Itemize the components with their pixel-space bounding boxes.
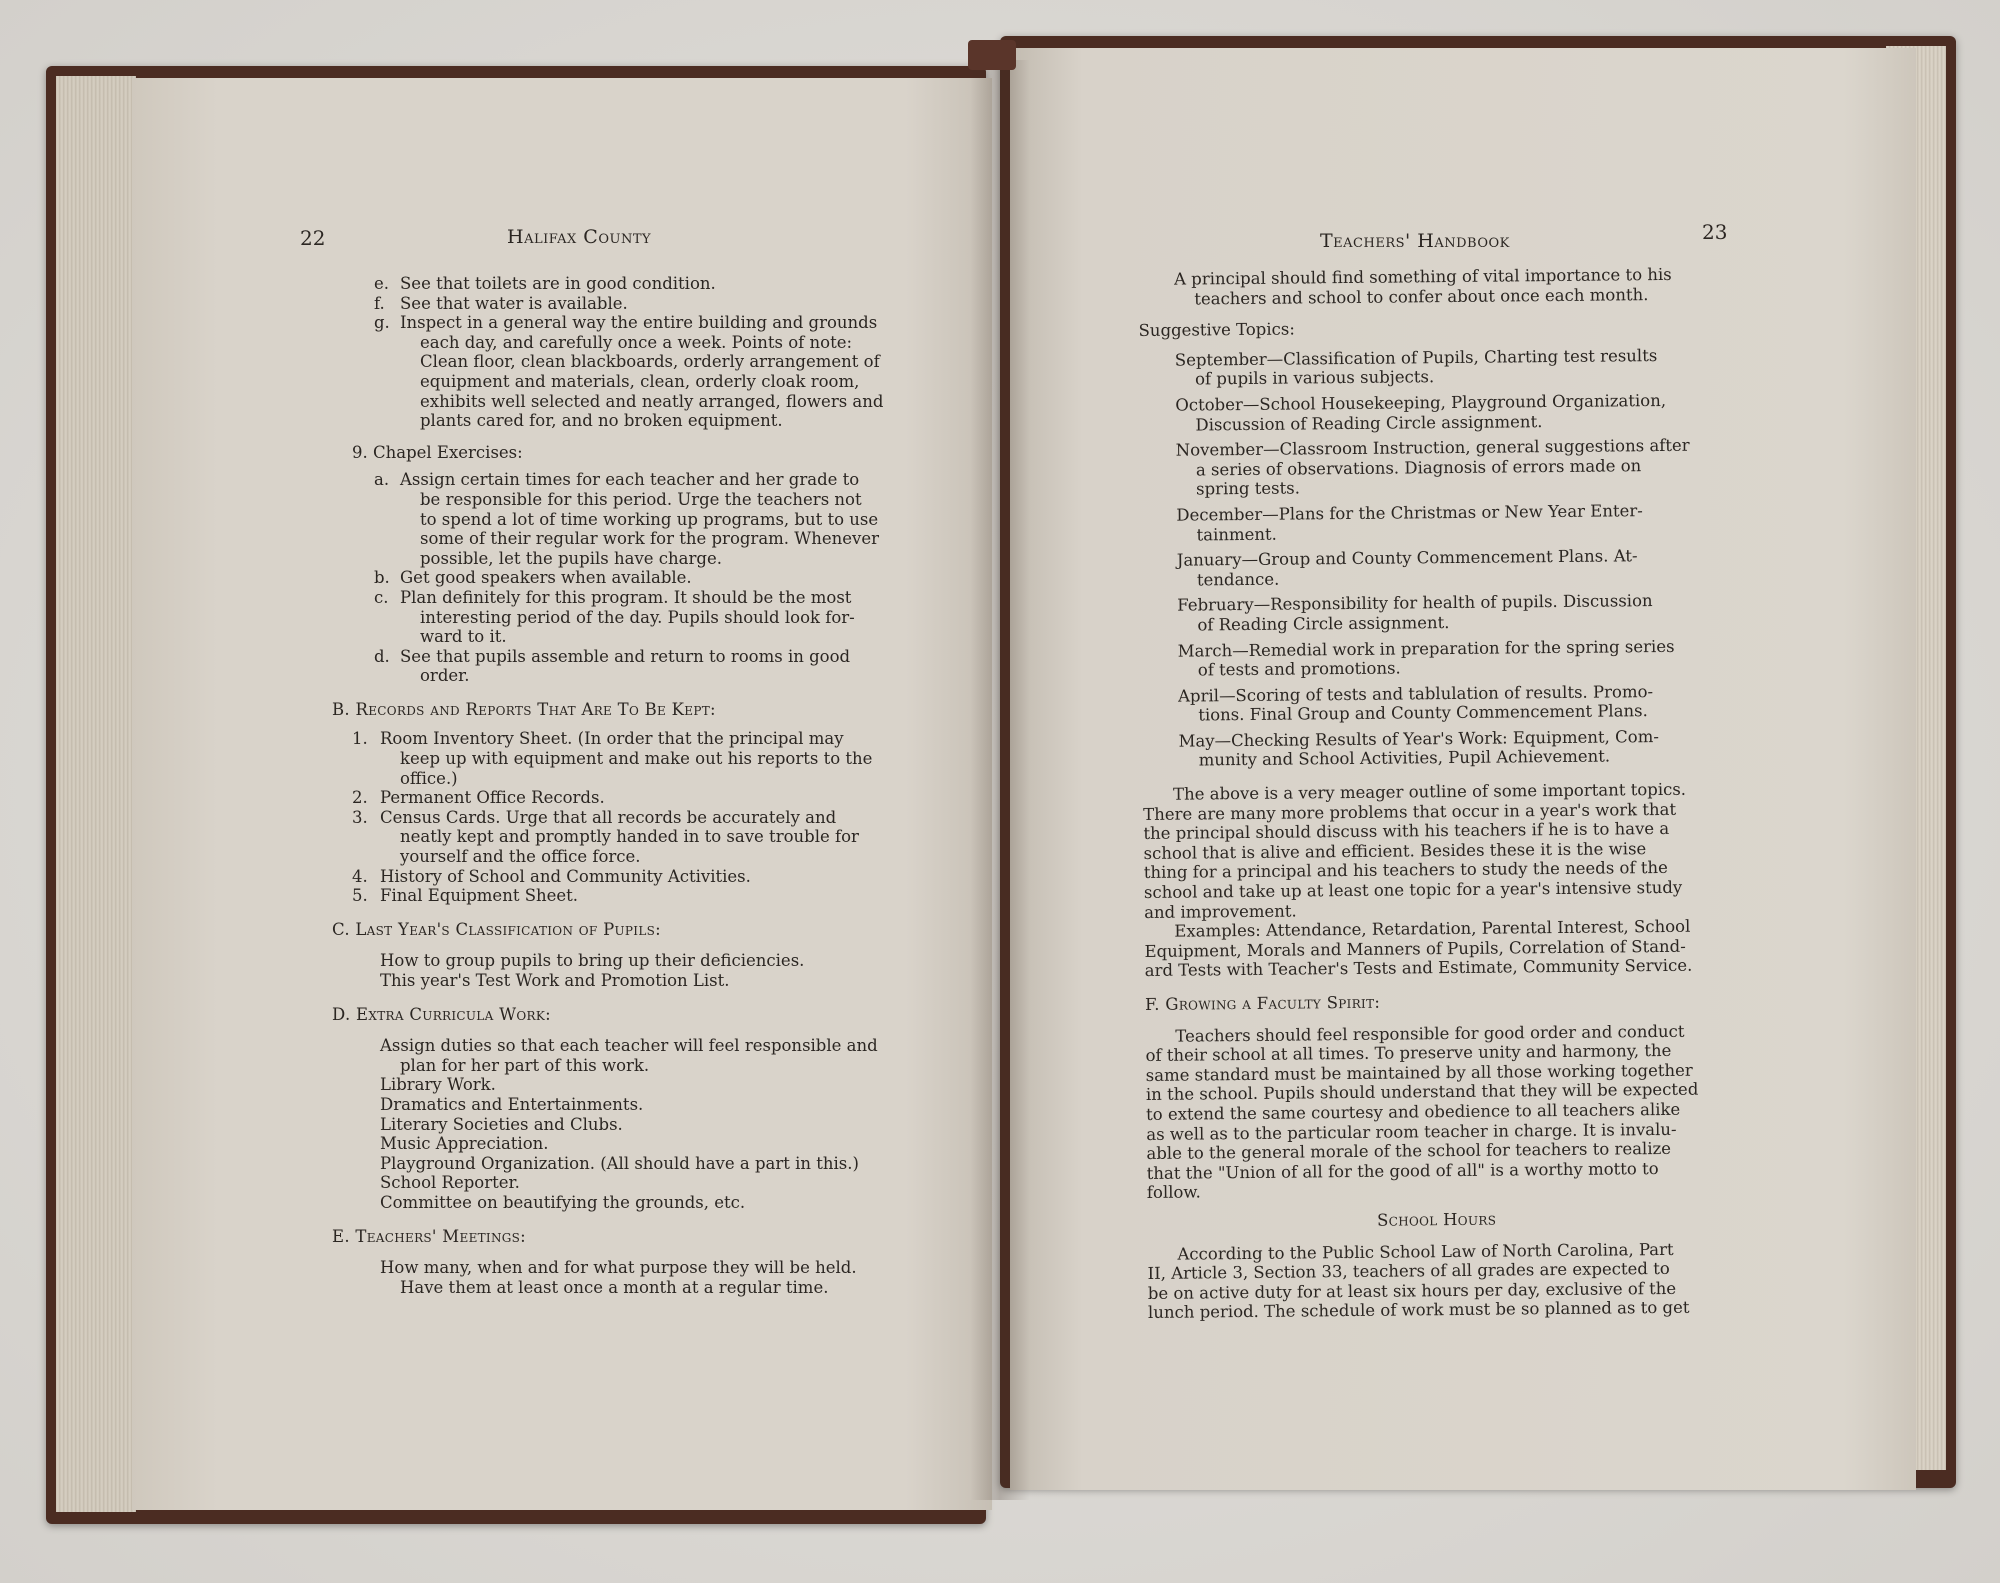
d-line [332, 1193, 992, 1213]
month-text: April—Scoring of tests and tablulation of results. Promo- [1177, 681, 1654, 706]
b-item-marker: 4. [352, 866, 368, 886]
month-text: tions. Final Group and County Commencement Plans. [1198, 701, 1648, 725]
running-header-right: Teachers' Handbook [1320, 230, 1510, 252]
b-item-line [332, 827, 992, 847]
item-text: Inspect in a general way the entire building and grounds [400, 313, 878, 333]
hours-para-text: II, Article 3, Section 33, teachers of all grades are expected to [1147, 1259, 1670, 1284]
d-line-text: Committee on beautifying the grounds, etc. [380, 1192, 746, 1212]
item-marker: e. [374, 274, 390, 293]
suggestive-label: Suggestive Topics: [1138, 319, 1295, 341]
right-page [1010, 48, 1916, 1490]
d-line [332, 1075, 992, 1095]
section-e-heading: E. Teachers' Meetings: [332, 1226, 527, 1246]
chapel-heading-row [332, 443, 992, 463]
section-b-heading: B. Records and Reports That Are To Be Kept: [332, 699, 716, 719]
chapel-item-line [332, 608, 992, 628]
b-item-marker: 1. [352, 729, 368, 749]
chapel-item-text: See that pupils assemble and return to rooms in good [400, 646, 851, 666]
chapel-item-line [332, 568, 992, 588]
month-text: Discussion of Reading Circle assignment. [1195, 411, 1543, 435]
b-item-line [332, 867, 992, 887]
intro-text: A principal should find something of vital importance to his [1173, 264, 1672, 289]
chapel-item-line [332, 549, 992, 569]
left-page-text [332, 274, 992, 1297]
b-item-text: neatly kept and promptly handed in to save trouble for [400, 827, 859, 847]
para-above-text: the principal should discuss with his teachers if he is to have a [1143, 819, 1670, 844]
chapel-item-text: order. [420, 666, 470, 686]
b-item-text: Census Cards. Urge that all records be accurately and [380, 807, 837, 827]
e-line-text: How many, when and for what purpose they will be held. [380, 1258, 857, 1278]
chapel-item-line [332, 627, 992, 647]
b-item-marker: 5. [352, 886, 368, 906]
examples-text: ard Tests with Teacher's Tests and Estimate, Community Service. [1144, 956, 1693, 981]
e-line-line [332, 1258, 992, 1278]
month-text: tainment. [1196, 524, 1277, 544]
item-text: each day, and carefully once a week. Points of note: [420, 332, 853, 352]
b-item-line [332, 769, 992, 789]
section-d-heading: D. Extra Curricula Work: [332, 1004, 551, 1024]
para-above-text: school and take up at least one topic for a year's intensive study [1143, 877, 1683, 903]
chapel-item-line [332, 470, 992, 490]
b-item-text: keep up with equipment and make out his reports to the [400, 749, 873, 769]
item-line [332, 333, 992, 353]
chapel-item-marker: a. [374, 470, 390, 490]
chapel-item-line [332, 647, 992, 667]
f-para-text: follow. [1146, 1182, 1201, 1203]
chapel-item-line [332, 529, 992, 549]
month-text: December—Plans for the Christmas or New Year Enter- [1176, 501, 1643, 525]
school-hours-row [1147, 1207, 1745, 1232]
d-line-text: Music Appreciation. [380, 1134, 549, 1154]
b-item-text: yourself and the office force. [400, 847, 641, 867]
item-line [332, 313, 992, 333]
examples-text: Examples: Attendance, Retardation, Parental Interest, School [1174, 916, 1691, 941]
chapel-item-text: possible, let the pupils have charge. [420, 548, 722, 568]
month-text: September—Classification of Pupils, Charting test results [1174, 345, 1658, 370]
chapel-item-text: some of their regular work for the program. Whenever [420, 529, 880, 549]
chapel-item-text: Plan definitely for this program. It should be the most [400, 587, 852, 607]
hours-para-text: be on active duty for at least six hours per day, exclusive of the [1147, 1278, 1677, 1303]
b-item-text: Room Inventory Sheet. (In order that the principal may [380, 729, 844, 749]
b-item-line [332, 847, 992, 867]
section-c-heading-row [332, 920, 992, 940]
hours-para-text: lunch period. The schedule of work must be so planned as to get [1147, 1298, 1690, 1323]
b-item-line [332, 749, 992, 769]
f-para-text: Teachers should feel responsible for good order and conduct [1175, 1021, 1685, 1046]
b-item-line [332, 808, 992, 828]
chapel-item-text: interesting period of the day. Pupils should look for- [420, 607, 855, 627]
c-line-line [332, 971, 992, 991]
b-item-line [332, 788, 992, 808]
month-text: October—School Housekeeping, Playground Organization, [1175, 390, 1667, 415]
chapel-item-marker: b. [374, 568, 390, 588]
examples-text: Equipment, Morals and Manners of Pupils, Correlation of Stand- [1144, 936, 1686, 961]
f-para-text: able to the general morale of the school for teachers to realize [1146, 1139, 1672, 1164]
month-text: munity and School Activities, Pupil Achievement. [1198, 746, 1611, 770]
month-text: February—Responsibility for health of pupils. Discussion [1177, 591, 1653, 615]
d-line [332, 1173, 992, 1193]
b-item-line [332, 729, 992, 749]
month-text: of pupils in various subjects. [1194, 367, 1435, 389]
item-text: Clean floor, clean blackboards, orderly arrangement of [420, 352, 880, 372]
school-hours-heading: School Hours [1377, 1209, 1497, 1230]
d-line [332, 1154, 992, 1174]
chapel-item-text: ward to it. [420, 627, 507, 647]
left-page [132, 78, 992, 1510]
chapel-heading: 9. Chapel Exercises: [352, 442, 523, 462]
chapel-item-line [332, 666, 992, 686]
item-line [332, 352, 992, 372]
month-text: tendance. [1196, 569, 1280, 590]
item-line [332, 392, 992, 412]
b-item-text: Final Equipment Sheet. [380, 886, 579, 906]
chapel-item-marker: c. [374, 587, 389, 607]
chapel-item-line [332, 510, 992, 530]
chapel-item-text: be responsible for this period. Urge the teachers not [420, 489, 862, 509]
para-above-text: The above is a very meager outline of some important topics. [1172, 779, 1687, 804]
suggestive-label-row [1138, 315, 1736, 340]
section-c-heading: C. Last Year's Classification of Pupils: [332, 919, 661, 939]
item-line [332, 411, 992, 431]
d-line-text: Assign duties so that each teacher will feel responsible and [380, 1036, 878, 1056]
month-text: May—Checking Results of Year's Work: Equipment, Com- [1178, 726, 1659, 751]
chapel-item-line [332, 588, 992, 608]
d-line-text: Library Work. [380, 1075, 496, 1095]
b-item-marker: 3. [352, 807, 368, 827]
d-line-text: Literary Societies and Clubs. [380, 1114, 623, 1134]
page-number-right: 23 [1702, 220, 1728, 244]
running-header-left: Halifax County [507, 226, 652, 248]
month-text: January—Group and County Commencement Plans. At- [1176, 546, 1638, 570]
book-gutter-shadow [970, 60, 1030, 1500]
month-text: of tests and promotions. [1197, 658, 1401, 680]
d-line-text: Playground Organization. (All should have a part in this.) [380, 1153, 859, 1173]
chapel-item-text: Assign certain times for each teacher and her grade to [400, 470, 860, 490]
f-para-text: of their school at all times. To preserve unity and harmony, the [1145, 1041, 1672, 1066]
item-marker: f. [374, 293, 385, 313]
c-line-line [332, 951, 992, 971]
d-line [332, 1134, 992, 1154]
spine-headband [968, 40, 1016, 70]
c-line-text: This year's Test Work and Promotion List. [380, 971, 730, 990]
f-para-text: that the "Union of all for the good of all" is a worthy motto to [1146, 1158, 1659, 1183]
chapel-item-text: to spend a lot of time working up programs, but to use [420, 509, 879, 529]
month-text: November—Classroom Instruction, general suggestions after [1175, 435, 1690, 460]
month-text: March—Remedial work in preparation for the spring series [1177, 636, 1675, 661]
f-para-text: to extend the same courtesy and obedience to all teachers alike [1146, 1099, 1681, 1124]
section-d-heading-row [332, 1005, 992, 1025]
item-text: plants cared for, and no broken equipment. [420, 411, 783, 431]
f-para-text: in the school. Pupils should understand that they will be expected [1145, 1080, 1699, 1105]
b-item-text: History of School and Community Activities. [380, 866, 751, 886]
item-text: See that water is available. [400, 293, 628, 313]
d-line-text: School Reporter. [380, 1173, 520, 1193]
item-line [332, 294, 992, 314]
chapel-item-text: Get good speakers when available. [400, 568, 692, 588]
item-line [332, 274, 992, 294]
b-item-text: Permanent Office Records. [380, 788, 605, 808]
page-number-left: 22 [300, 226, 326, 250]
month-text: a series of observations. Diagnosis of errors made on [1195, 455, 1642, 480]
d-line [332, 1056, 992, 1076]
para-above-text: and improvement. [1144, 901, 1297, 922]
item-line [332, 372, 992, 392]
c-line-text: How to group pupils to bring up their deficiencies. [380, 951, 805, 971]
e-line-text: Have them at least once a month at a regular time. [400, 1277, 829, 1297]
item-marker: g. [374, 313, 390, 333]
chapel-item-marker: d. [374, 646, 390, 666]
d-line-text: plan for her part of this work. [400, 1055, 650, 1075]
para-above-text: thing for a principal and his teachers to study the needs of the [1143, 858, 1668, 883]
item-text: See that toilets are in good condition. [400, 274, 716, 293]
para-above-text: There are many more problems that occur in a year's work that [1143, 799, 1677, 824]
chapel-item-line [332, 490, 992, 510]
month-text: of Reading Circle assignment. [1197, 612, 1450, 635]
section-f-heading-row [1145, 989, 1743, 1014]
page-edges-left [56, 76, 136, 1512]
b-item-marker: 2. [352, 788, 368, 808]
d-line-text: Dramatics and Entertainments. [380, 1094, 644, 1114]
intro-text: teachers and school to confer about once each month. [1194, 284, 1649, 309]
para-above-text: school that is alive and efficient. Besides these it is the wise [1143, 838, 1647, 863]
right-page-text [1138, 264, 1746, 1323]
item-text: equipment and materials, clean, orderly cloak room, [420, 371, 860, 391]
month-text: spring tests. [1196, 478, 1301, 499]
b-item-text: office.) [400, 768, 458, 788]
d-line [332, 1036, 992, 1056]
d-line [332, 1095, 992, 1115]
f-para-text: same standard must be maintained by all those working together [1145, 1060, 1693, 1085]
hours-para-text: According to the Public School Law of North Carolina, Part [1177, 1239, 1674, 1264]
section-f-heading: F. Growing a Faculty Spirit: [1144, 992, 1381, 1014]
section-b-heading-row [332, 700, 992, 720]
f-para-text: as well as to the particular room teacher in charge. It is invalu- [1146, 1119, 1677, 1144]
e-line-line [332, 1278, 992, 1298]
b-item-line [332, 886, 992, 906]
d-line [332, 1115, 992, 1135]
section-e-heading-row [332, 1227, 992, 1247]
item-text: exhibits well selected and neatly arranged, flowers and [420, 391, 884, 411]
